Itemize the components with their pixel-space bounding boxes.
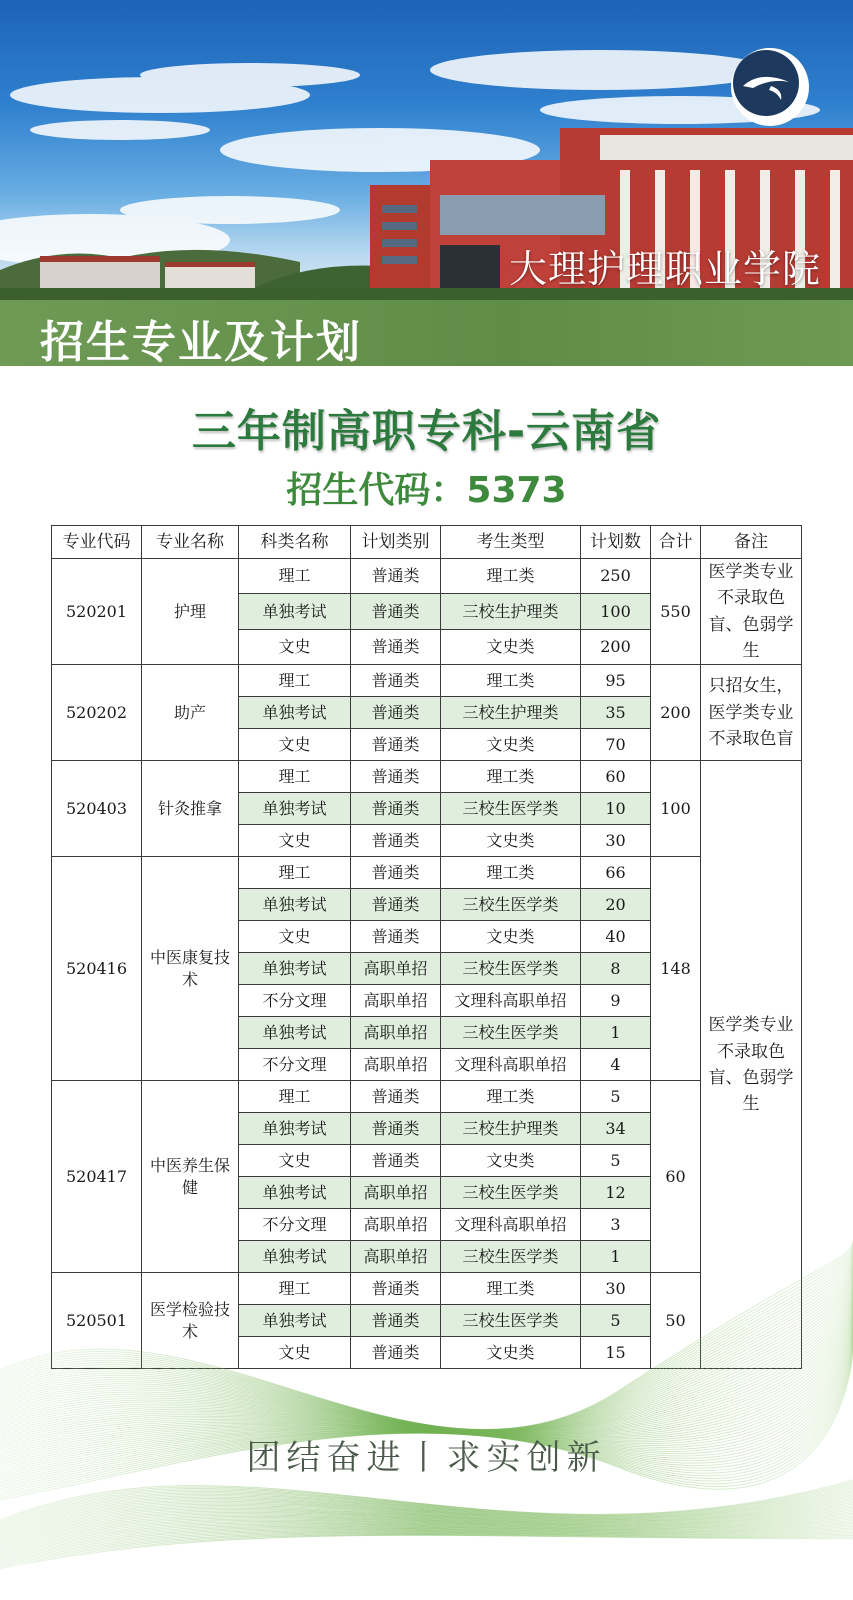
major-code-cell: 520202 [52, 665, 142, 761]
table-row [52, 857, 802, 889]
table-header-row [52, 526, 802, 559]
student-type-cell: 三校生医学类 [441, 1241, 581, 1273]
major-code-cell: 520416 [52, 857, 142, 1081]
plan-count-cell: 40 [581, 921, 651, 953]
student-type-cell: 三校生护理类 [441, 697, 581, 729]
total-cell: 550 [651, 559, 701, 665]
remark-cell: 医学类专业不录取色盲、色弱学生 [701, 761, 802, 1369]
subject-cell: 文史 [239, 629, 351, 664]
total-cell: 60 [651, 1081, 701, 1273]
wave-line [0, 1535, 853, 1568]
plan-type-cell: 高职单招 [351, 1049, 441, 1081]
header-cell: 备注 [701, 526, 802, 559]
student-type-cell: 三校生医学类 [441, 1017, 581, 1049]
plan-count-cell: 250 [581, 559, 651, 594]
plan-type-cell: 普通类 [351, 594, 441, 629]
plan-count-cell: 30 [581, 1273, 651, 1305]
plan-type-cell: 普通类 [351, 629, 441, 664]
wave-line [0, 1252, 853, 1430]
subject-cell: 文史 [239, 921, 351, 953]
plan-type-cell: 普通类 [351, 1081, 441, 1113]
subject-cell: 理工 [239, 665, 351, 697]
plan-count-cell: 4 [581, 1049, 651, 1081]
plan-count-cell: 20 [581, 889, 651, 921]
plan-count-cell: 34 [581, 1113, 651, 1145]
major-name-cell: 针灸推拿 [142, 761, 239, 857]
plan-type-cell: 高职单招 [351, 1241, 441, 1273]
subject-cell: 文史 [239, 825, 351, 857]
subject-cell: 文史 [239, 1337, 351, 1369]
student-type-cell: 文史类 [441, 825, 581, 857]
plan-type-cell: 高职单招 [351, 1209, 441, 1241]
student-type-cell: 文理科高职单招 [441, 985, 581, 1017]
table-row [52, 761, 802, 793]
student-type-cell: 三校生医学类 [441, 1305, 581, 1337]
student-type-cell: 文理科高职单招 [441, 1049, 581, 1081]
section-band [0, 300, 853, 366]
student-type-cell: 三校生护理类 [441, 594, 581, 629]
plan-type-cell: 普通类 [351, 761, 441, 793]
enrollment-code: 招生代码：5373 [286, 470, 567, 511]
student-type-cell: 三校生护理类 [441, 1113, 581, 1145]
plan-count-cell: 66 [581, 857, 651, 889]
subject-cell: 单独考试 [239, 1305, 351, 1337]
plan-count-cell: 35 [581, 697, 651, 729]
student-type-cell: 理工类 [441, 1273, 581, 1305]
student-type-cell: 三校生医学类 [441, 1177, 581, 1209]
header-cell: 考生类型 [441, 526, 581, 559]
major-name-cell: 护理 [142, 559, 239, 665]
subject-cell: 不分文理 [239, 1209, 351, 1241]
student-type-cell: 三校生医学类 [441, 889, 581, 921]
plan-type-cell: 普通类 [351, 559, 441, 594]
hero-banner [0, 0, 853, 300]
plan-count-cell: 5 [581, 1081, 651, 1113]
college-logo [731, 48, 809, 126]
student-type-cell: 理工类 [441, 1081, 581, 1113]
total-cell: 148 [651, 857, 701, 1081]
plan-type-cell: 普通类 [351, 857, 441, 889]
subject-cell: 单独考试 [239, 889, 351, 921]
plan-type-cell: 高职单招 [351, 953, 441, 985]
plan-type-cell: 普通类 [351, 665, 441, 697]
plan-count-cell: 9 [581, 985, 651, 1017]
student-type-cell: 文史类 [441, 1145, 581, 1177]
plan-type-cell: 普通类 [351, 1305, 441, 1337]
subject-cell: 不分文理 [239, 1049, 351, 1081]
subject-cell: 单独考试 [239, 1177, 351, 1209]
major-code-cell: 520201 [52, 559, 142, 665]
subject-cell: 单独考试 [239, 594, 351, 629]
plan-type-cell: 普通类 [351, 1273, 441, 1305]
remark-cell: 医学类专业不录取色盲、色弱学生 [701, 559, 802, 665]
plan-count-cell: 60 [581, 761, 651, 793]
plan-type-cell: 高职单招 [351, 1017, 441, 1049]
plan-count-cell: 12 [581, 1177, 651, 1209]
major-code-cell: 520501 [52, 1273, 142, 1369]
major-name-cell: 中医康复技术 [142, 857, 239, 1081]
subject-cell: 理工 [239, 761, 351, 793]
plan-count-cell: 3 [581, 1209, 651, 1241]
subject-cell: 文史 [239, 729, 351, 761]
student-type-cell: 理工类 [441, 857, 581, 889]
subject-cell: 单独考试 [239, 1241, 351, 1273]
table-row [52, 665, 802, 697]
student-type-cell: 三校生医学类 [441, 953, 581, 985]
plan-type-cell: 高职单招 [351, 1177, 441, 1209]
header-cell: 计划类别 [351, 526, 441, 559]
subject-cell: 理工 [239, 1081, 351, 1113]
header-cell: 专业名称 [142, 526, 239, 559]
major-code-cell: 520417 [52, 1081, 142, 1273]
plan-type-cell: 普通类 [351, 729, 441, 761]
total-cell: 100 [651, 761, 701, 857]
school-name: 大理护理职业学院 [508, 247, 821, 291]
student-type-cell: 文史类 [441, 629, 581, 664]
plan-count-cell: 1 [581, 1241, 651, 1273]
plan-type-cell: 普通类 [351, 825, 441, 857]
table-row [52, 559, 802, 594]
student-type-cell: 文史类 [441, 729, 581, 761]
section-title: 招生专业及计划 [40, 317, 362, 368]
subject-cell: 理工 [239, 857, 351, 889]
table-row [52, 1081, 802, 1113]
wave-line [0, 1279, 853, 1433]
college-emblem-icon [731, 48, 801, 118]
subject-cell: 不分文理 [239, 985, 351, 1017]
plan-type-cell: 普通类 [351, 1145, 441, 1177]
plan-count-cell: 8 [581, 953, 651, 985]
student-type-cell: 理工类 [441, 665, 581, 697]
subject-cell: 单独考试 [239, 697, 351, 729]
plan-type-cell: 普通类 [351, 1337, 441, 1369]
plan-count-cell: 5 [581, 1305, 651, 1337]
total-cell: 200 [651, 665, 701, 761]
header-cell: 科类名称 [239, 526, 351, 559]
plan-type-cell: 普通类 [351, 697, 441, 729]
student-type-cell: 文理科高职单招 [441, 1209, 581, 1241]
page-title: 三年制高职专科-云南省 [191, 406, 662, 457]
wave-line [0, 1251, 853, 1431]
major-name-cell: 医学检验技术 [142, 1273, 239, 1369]
student-type-cell: 三校生医学类 [441, 793, 581, 825]
subject-cell: 理工 [239, 559, 351, 594]
subject-cell: 单独考试 [239, 1017, 351, 1049]
subject-cell: 单独考试 [239, 1113, 351, 1145]
plan-count-cell: 5 [581, 1145, 651, 1177]
plan-type-cell: 高职单招 [351, 985, 441, 1017]
plan-count-cell: 1 [581, 1017, 651, 1049]
wave-line [0, 1263, 853, 1431]
wave-line [0, 1244, 853, 1430]
major-name-cell: 助产 [142, 665, 239, 761]
header-cell: 计划数 [581, 526, 651, 559]
student-type-cell: 理工类 [441, 761, 581, 793]
plan-type-cell: 普通类 [351, 921, 441, 953]
major-code-cell: 520403 [52, 761, 142, 857]
plan-count-cell: 15 [581, 1337, 651, 1369]
plan-type-cell: 普通类 [351, 889, 441, 921]
plan-count-cell: 70 [581, 729, 651, 761]
plan-count-cell: 30 [581, 825, 651, 857]
wave-line [0, 1289, 853, 1433]
school-motto: 团结奋进丨求实创新 [246, 1438, 607, 1478]
subject-cell: 文史 [239, 1145, 351, 1177]
decorative-waves [0, 1220, 853, 1600]
subject-cell: 单独考试 [239, 793, 351, 825]
subject-cell: 理工 [239, 1273, 351, 1305]
wave-line [0, 1254, 853, 1430]
header-cell: 专业代码 [52, 526, 142, 559]
header-cell: 合计 [651, 526, 701, 559]
remark-cell: 只招女生，医学类专业不录取色盲 [701, 665, 802, 761]
plan-count-cell: 95 [581, 665, 651, 697]
major-name-cell: 中医养生保健 [142, 1081, 239, 1273]
plan-count-cell: 100 [581, 594, 651, 629]
student-type-cell: 文史类 [441, 1337, 581, 1369]
plan-type-cell: 普通类 [351, 793, 441, 825]
total-cell: 50 [651, 1273, 701, 1369]
plan-count-cell: 200 [581, 629, 651, 664]
student-type-cell: 文史类 [441, 921, 581, 953]
subject-cell: 单独考试 [239, 953, 351, 985]
plan-type-cell: 普通类 [351, 1113, 441, 1145]
plan-count-cell: 10 [581, 793, 651, 825]
student-type-cell: 理工类 [441, 559, 581, 594]
